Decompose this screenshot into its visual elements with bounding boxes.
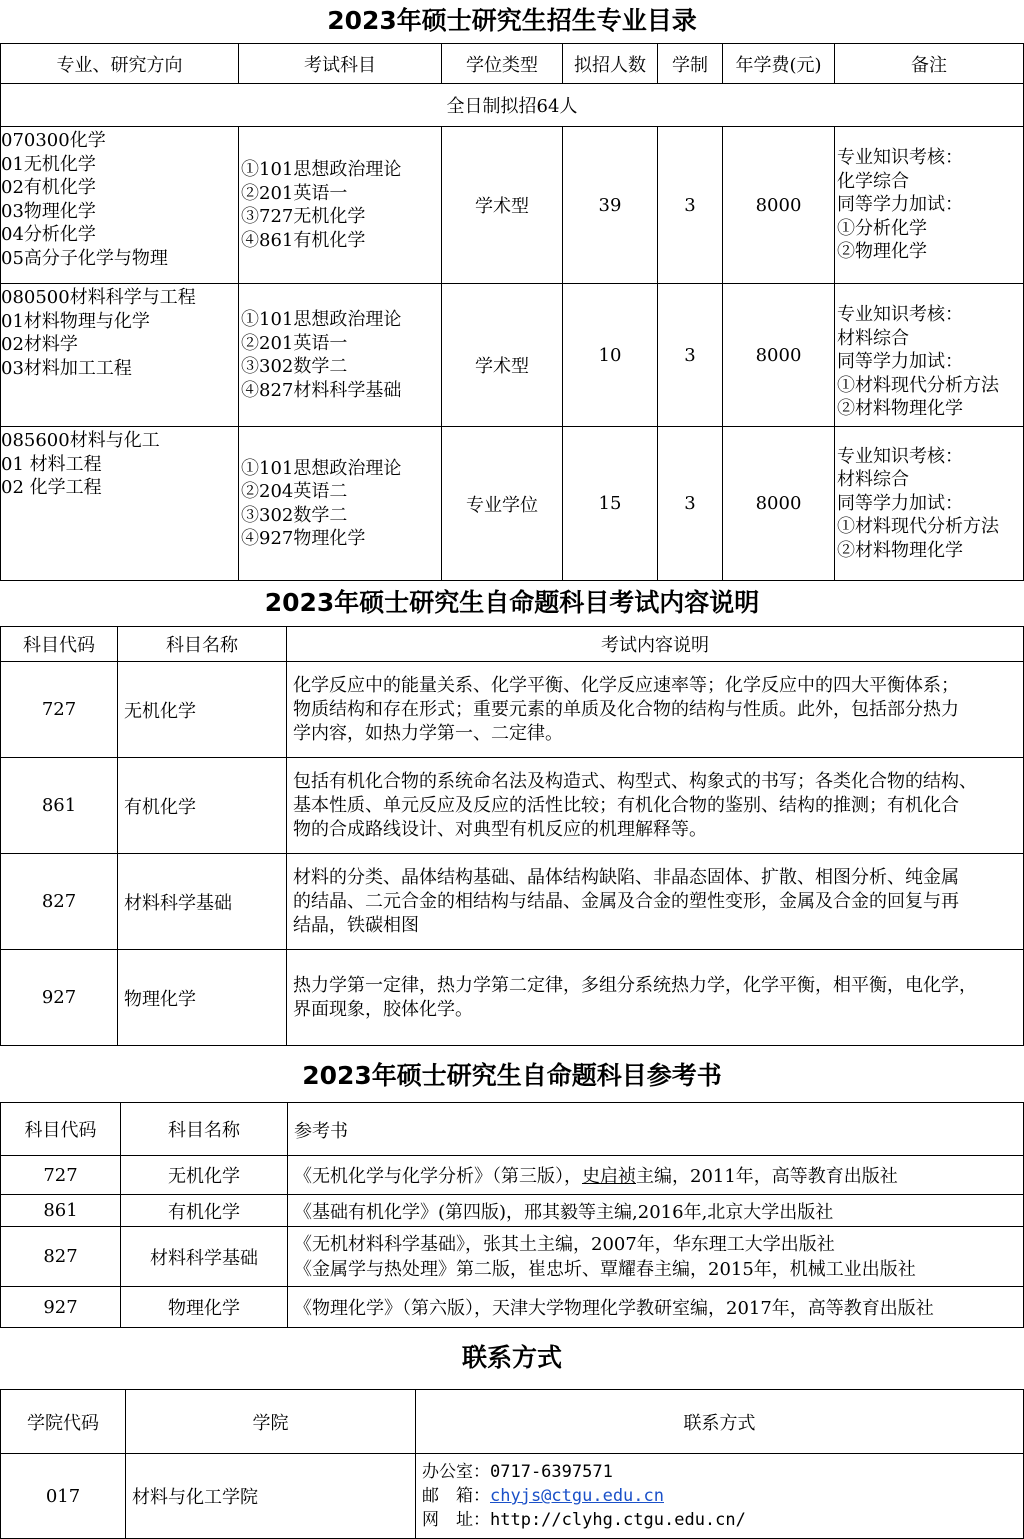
col-header-degree: 学位类型 xyxy=(442,44,563,84)
desc-line: 物的合成路线设计、对典型有机反应的机理解释等。 xyxy=(293,818,707,840)
remark-line: 专业知识考核： xyxy=(837,445,963,467)
study-years: 3 xyxy=(658,284,723,427)
table-row xyxy=(1,1195,1024,1227)
subjects-cell xyxy=(239,427,442,581)
reference-books xyxy=(288,1227,1024,1287)
exam-title: 2023年硕士研究生自命题科目考试内容说明 xyxy=(264,588,760,617)
subjects-cell xyxy=(239,284,442,427)
remarks-cell xyxy=(835,284,1024,427)
college-code: 017 xyxy=(1,1454,126,1539)
desc-line: 材料的分类、晶体结构基础、晶体结构缺陷、非晶态固体、扩散、相图分析、纯金属 xyxy=(293,866,959,888)
research-direction: 01 材料工程 xyxy=(1,453,102,475)
table-row xyxy=(1,284,1024,427)
desc-line: 的结晶、二元合金的相结构与结晶、金属及合金的塑性变形，金属及合金的回复与再 xyxy=(293,890,959,912)
books-title: 2023年硕士研究生自命题科目参考书 xyxy=(302,1061,722,1090)
exam-table xyxy=(0,626,1024,1046)
major-code: 080500材料科学与工程 xyxy=(1,287,196,308)
remark-line: ②物理化学 xyxy=(837,241,927,263)
contact-title: 联系方式 xyxy=(461,1343,562,1372)
subject-description xyxy=(287,854,1024,950)
subject-code: 727 xyxy=(1,1156,121,1195)
contact-table xyxy=(0,1389,1024,1539)
subject-description xyxy=(287,662,1024,758)
col-header-years: 学制 xyxy=(658,44,723,84)
col-header-books: 参考书 xyxy=(288,1103,1024,1156)
exam-subject: ④827材料科学基础 xyxy=(241,379,402,401)
major-code: 070300化学 xyxy=(1,130,106,151)
table-row xyxy=(1,1454,1024,1539)
remark-line: ①分析化学 xyxy=(837,217,927,239)
exam-subject: ①101思想政治理论 xyxy=(241,309,402,330)
contact-info xyxy=(416,1454,1024,1539)
col-header-college: 学院 xyxy=(126,1390,416,1454)
desc-line: 物质结构和存在形式；重要元素的单质及化合物的结构与性质。此外，包括部分热力 xyxy=(293,698,959,720)
email-label: 邮 箱： xyxy=(422,1486,490,1506)
table-row xyxy=(1,950,1024,1046)
books-header-row xyxy=(1,1103,1024,1156)
degree-type: 专业学位 xyxy=(442,427,563,581)
catalog-title: 2023年硕士研究生招生专业目录 xyxy=(327,6,697,35)
col-header-subjects: 考试科目 xyxy=(239,44,442,84)
remark-line: ①材料现代分析方法 xyxy=(837,516,999,538)
catalog-header-row xyxy=(1,44,1024,84)
remarks-cell xyxy=(835,427,1024,581)
table-row xyxy=(1,1156,1024,1195)
subject-code: 827 xyxy=(1,854,118,950)
website-url[interactable]: http://clyhg.ctgu.edu.cn/ xyxy=(490,1510,746,1530)
degree-type: 学术型 xyxy=(442,284,563,427)
table-row xyxy=(1,758,1024,854)
col-header-code: 科目代码 xyxy=(1,627,118,662)
book-editor: 史启祯 xyxy=(582,1166,636,1187)
research-direction: 03物理化学 xyxy=(1,200,96,222)
desc-line: 热力学第一定律，热力学第二定律，多组分系统热力学，化学平衡，相平衡，电化学， xyxy=(293,974,977,996)
reference-book: 《物理化学》（第六版），天津大学物理化学教研室编，2017年，高等教育出版社 xyxy=(288,1287,1024,1328)
annual-fee: 8000 xyxy=(723,284,835,427)
table-row xyxy=(1,662,1024,758)
subject-name: 材料科学基础 xyxy=(118,854,287,950)
study-years: 3 xyxy=(658,427,723,581)
reference-book: 《无机材料科学基础》，张其土主编，2007年，华东理工大学出版社 xyxy=(294,1233,835,1255)
research-direction: 02材料学 xyxy=(1,334,78,355)
desc-line: 化学反应中的能量关系、化学平衡、化学反应速率等；化学反应中的四大平衡体系； xyxy=(293,674,959,696)
table-row xyxy=(1,1227,1024,1287)
web-label: 网 址： xyxy=(422,1510,490,1530)
contact-header-row xyxy=(1,1390,1024,1454)
exam-header-row xyxy=(1,627,1024,662)
subject-name: 物理化学 xyxy=(118,950,287,1046)
annual-fee: 8000 xyxy=(723,127,835,284)
remark-line: 同等学力加试： xyxy=(837,194,963,216)
exam-subject: ④861有机化学 xyxy=(241,229,366,251)
office-phone: 0717-6397571 xyxy=(490,1462,613,1482)
catalog-table xyxy=(0,43,1024,581)
major-cell xyxy=(1,284,239,427)
enroll-count: 39 xyxy=(563,127,658,284)
col-header-major: 专业、研究方向 xyxy=(1,44,239,84)
subject-code: 861 xyxy=(1,758,118,854)
remark-line: ①材料现代分析方法 xyxy=(837,374,999,396)
exam-subject: ①101思想政治理论 xyxy=(241,457,402,479)
research-direction: 01材料物理与化学 xyxy=(1,310,150,332)
annual-fee: 8000 xyxy=(723,427,835,581)
subject-name: 材料科学基础 xyxy=(121,1227,288,1287)
exam-subject: ②201英语一 xyxy=(241,182,348,204)
subjects-cell xyxy=(239,127,442,284)
subject-name: 有机化学 xyxy=(118,758,287,854)
book-text: 《无机化学与化学分析》（第三版）， xyxy=(294,1166,582,1187)
research-direction: 02 化学工程 xyxy=(1,477,102,498)
exam-subject: ④927物理化学 xyxy=(241,528,366,549)
remark-line: ②材料物理化学 xyxy=(837,398,963,420)
remark-line: 化学综合 xyxy=(837,170,909,192)
col-header-fee: 年学费(元) xyxy=(723,44,835,84)
subject-name: 物理化学 xyxy=(121,1287,288,1328)
subject-description xyxy=(287,950,1024,1046)
remark-line: 材料综合 xyxy=(837,327,909,349)
research-direction: 05高分子化学与物理 xyxy=(1,247,168,269)
subject-code: 927 xyxy=(1,950,118,1046)
remarks-cell xyxy=(835,127,1024,284)
full-time-row xyxy=(1,84,1024,127)
remark-line: 专业知识考核： xyxy=(837,147,963,169)
research-direction: 01无机化学 xyxy=(1,153,96,175)
reference-book: 《基础有机化学》(第四版)，邢其毅等主编,2016年,北京大学出版社 xyxy=(288,1195,1024,1227)
table-row xyxy=(1,854,1024,950)
college-name: 材料与化工学院 xyxy=(126,1454,416,1539)
remark-line: 材料综合 xyxy=(837,469,909,491)
table-row xyxy=(1,427,1024,581)
exam-subject: ③302数学二 xyxy=(241,356,348,377)
subject-code: 727 xyxy=(1,662,118,758)
exam-subject: ②201英语一 xyxy=(241,332,348,354)
research-direction: 04分析化学 xyxy=(1,224,96,245)
major-cell xyxy=(1,127,239,284)
email-line xyxy=(422,1484,1023,1508)
subject-code: 827 xyxy=(1,1227,121,1287)
research-direction: 03材料加工工程 xyxy=(1,357,132,379)
office-label: 办公室： xyxy=(422,1462,490,1482)
subject-name: 有机化学 xyxy=(121,1195,288,1227)
degree-type: 学术型 xyxy=(442,127,563,284)
desc-line: 包括有机化合物的系统命名法及构造式、构型式、构象式的书写；各类化合物的结构、 xyxy=(293,770,977,792)
col-header-code: 科目代码 xyxy=(1,1103,121,1156)
book-text: 主编，2011年，高等教育出版社 xyxy=(636,1166,898,1187)
exam-subject: ③727无机化学 xyxy=(241,206,366,227)
study-years: 3 xyxy=(658,127,723,284)
table-row xyxy=(1,1287,1024,1328)
exam-subject: ①101思想政治理论 xyxy=(241,159,402,180)
subject-name: 无机化学 xyxy=(118,662,287,758)
web-line xyxy=(422,1508,1023,1532)
office-line xyxy=(422,1460,1023,1484)
exam-subject: ②204英语二 xyxy=(241,481,348,502)
email-link[interactable]: chyjs@ctgu.edu.cn xyxy=(490,1486,664,1506)
reference-book xyxy=(288,1156,1024,1195)
remark-line: 专业知识考核： xyxy=(837,304,963,326)
exam-subject: ③302数学二 xyxy=(241,504,348,526)
col-header-name: 科目名称 xyxy=(118,627,287,662)
subject-description xyxy=(287,758,1024,854)
enroll-count: 15 xyxy=(563,427,658,581)
col-header-college-code: 学院代码 xyxy=(1,1390,126,1454)
desc-line: 基本性质、单元反应及反应的活性比较；有机化合物的鉴别、结构的推测；有机化合 xyxy=(293,794,959,816)
col-header-count: 拟招人数 xyxy=(563,44,658,84)
major-cell xyxy=(1,427,239,581)
col-header-desc: 考试内容说明 xyxy=(287,627,1024,662)
desc-line: 结晶，铁碳相图 xyxy=(293,914,419,936)
desc-line: 界面现象，胶体化学。 xyxy=(293,998,473,1020)
books-table xyxy=(0,1102,1024,1328)
subject-name: 无机化学 xyxy=(121,1156,288,1195)
desc-line: 学内容，如热力学第一、二定律。 xyxy=(293,722,563,744)
remark-line: ②材料物理化学 xyxy=(837,539,963,561)
subject-code: 927 xyxy=(1,1287,121,1328)
table-row xyxy=(1,127,1024,284)
full-time-note: 全日制拟招64人 xyxy=(1,84,1024,127)
research-direction: 02有机化学 xyxy=(1,177,96,198)
subject-code: 861 xyxy=(1,1195,121,1227)
enroll-count: 10 xyxy=(563,284,658,427)
remark-line: 同等学力加试： xyxy=(837,351,963,373)
col-header-remarks: 备注 xyxy=(835,44,1024,84)
reference-book: 《金属学与热处理》第二版，崔忠圻、覃耀春主编，2015年，机械工业出版社 xyxy=(294,1258,916,1280)
remark-line: 同等学力加试： xyxy=(837,492,963,514)
col-header-name: 科目名称 xyxy=(121,1103,288,1156)
major-code: 085600材料与化工 xyxy=(1,430,160,451)
col-header-contact: 联系方式 xyxy=(416,1390,1024,1454)
